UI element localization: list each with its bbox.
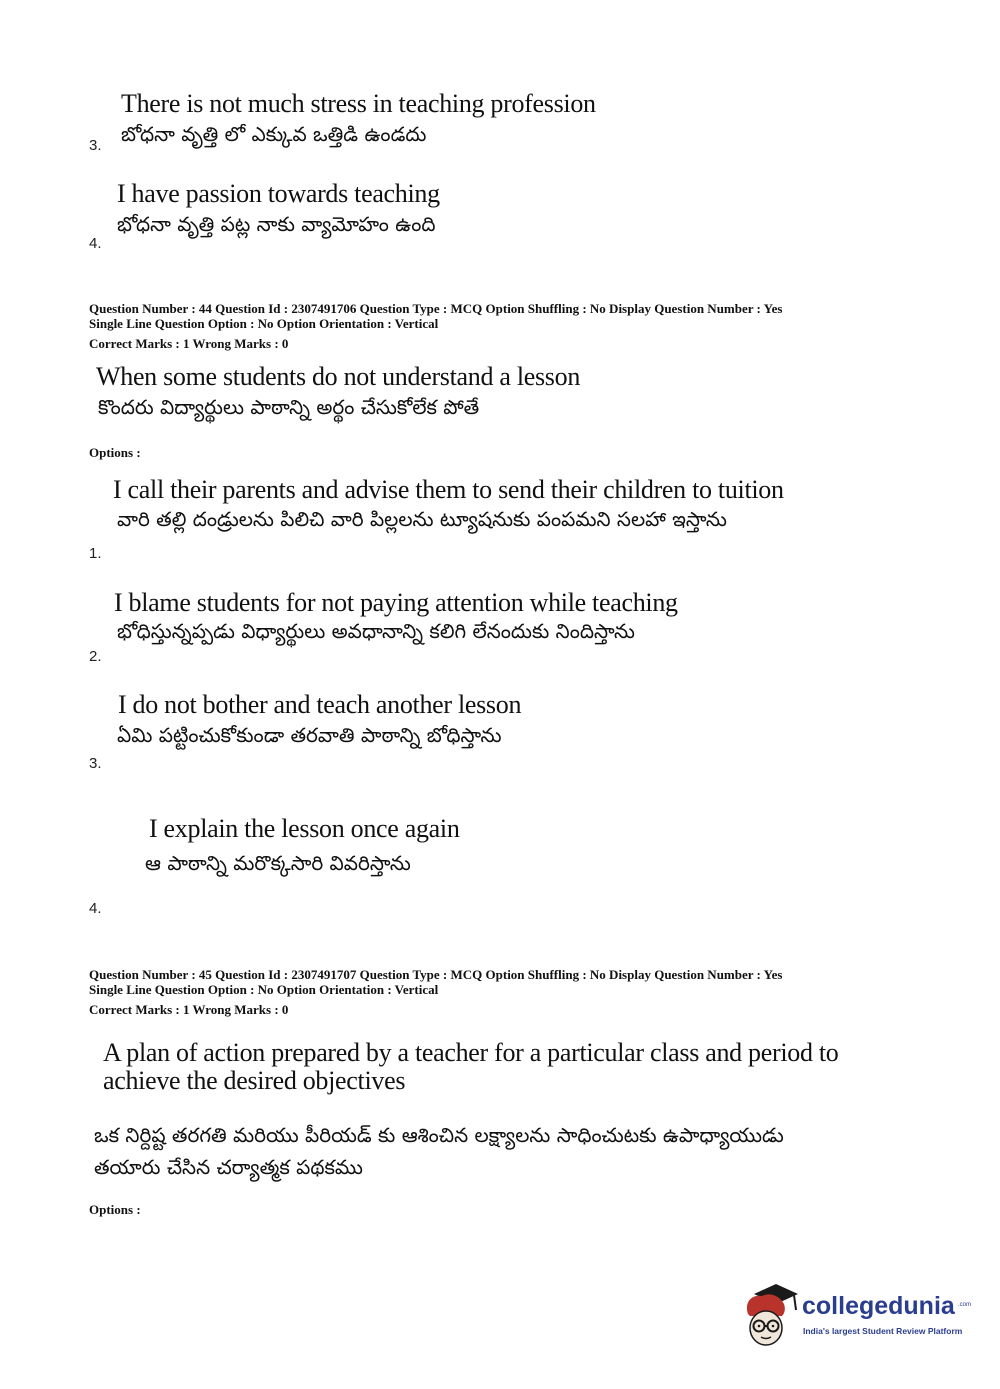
q45-meta-line-2: Single Line Question Option : No Option Orientation : Vertical [89,982,439,997]
q44-option-3-number: 3. [89,755,102,772]
q44-question-telugu: కొందరు విద్యార్థులు పాఠాన్ని అర్థం చేసుకోలేక పోతే [98,395,480,419]
q44-option-2-number: 2. [89,648,102,665]
collegedunia-logo [740,1280,970,1350]
q44-option-4-telugu: ఆ పాఠాన్ని మరొక్కసారి వివరిస్తాను [145,851,411,875]
q44-option-4-english: I explain the lesson once again [149,814,460,843]
q45-options-label: Options : [89,1202,141,1217]
q44-options-label: Options : [89,445,141,460]
student-mascot-icon [740,1280,802,1350]
q45-meta-line-1: Question Number : 45 Question Id : 2307491707 Question Type : MCQ Option Shuffling : No Display Question Number : Yes [89,967,783,982]
q44-meta-line-1: Question Number : 44 Question Id : 2307491706 Question Type : MCQ Option Shuffling : No Display Question Number : Yes [89,301,783,316]
q44-option-2-telugu: భోధిస్తున్నప్పడు విధ్యార్థులు అవధానాన్ని కలిగి లేనందుకు నిందిస్తాను [117,619,635,643]
q43-option-4-number: 4. [89,235,102,252]
q45-question-english-line-2: achieve the desired objectives [103,1066,406,1095]
q43-option-3-telugu: బోధనా వృత్తి లో ఎక్కువ ఒత్తిడి ఉండదు [121,122,427,146]
q43-option-4-telugu: భోధనా వృత్తి పట్ల నాకు వ్యామోహం ఉంది [117,212,436,236]
q44-option-1-english: I call their parents and advise them to send their children to tuition [113,475,784,504]
q44-question-english: When some students do not understand a lesson [96,362,581,391]
logo-dotcom: .com [958,1302,972,1308]
q45-question-telugu-line-2: తయారు చేసిన చర్యాత్మక పథకము [94,1155,363,1179]
q43-option-3-number: 3. [89,137,102,154]
q44-option-1-telugu: వారి తల్లి దండ్రులను పిలిచి వారి పిల్లలను ట్యూషనుకు పంపమని సలహా ఇస్తాను [117,507,727,531]
q45-question-telugu-line-1: ఒక నిర్దిష్ట తరగతి మరియు పీరియడ్ కు ఆశించిన లక్ష్యాలను సాధించుటకు ఉపాధ్యాయుడు [94,1123,784,1147]
q44-option-3-telugu: ఏమి పట్టించుకోకుండా తరవాతి పాఠాన్ని బోధిస్తాను [117,723,502,747]
q43-option-3-english: There is not much stress in teaching profession [121,89,596,118]
logo-brand-name: collegedunia [802,1292,955,1320]
q44-option-4-number: 4. [89,900,102,917]
q44-option-1-number: 1. [89,545,102,562]
q43-option-4-english: I have passion towards teaching [117,179,440,208]
logo-tagline: India's largest Student Review Platform [803,1326,963,1336]
q44-meta-line-2: Single Line Question Option : No Option Orientation : Vertical [89,316,439,331]
q44-option-2-english: I blame students for not paying attention while teaching [114,588,678,617]
q45-meta-line-3: Correct Marks : 1 Wrong Marks : 0 [89,1002,289,1017]
q44-option-3-english: I do not bother and teach another lesson [118,690,522,719]
q45-question-english-line-1: A plan of action prepared by a teacher for a particular class and period to [103,1038,839,1067]
q44-meta-line-3: Correct Marks : 1 Wrong Marks : 0 [89,336,289,351]
